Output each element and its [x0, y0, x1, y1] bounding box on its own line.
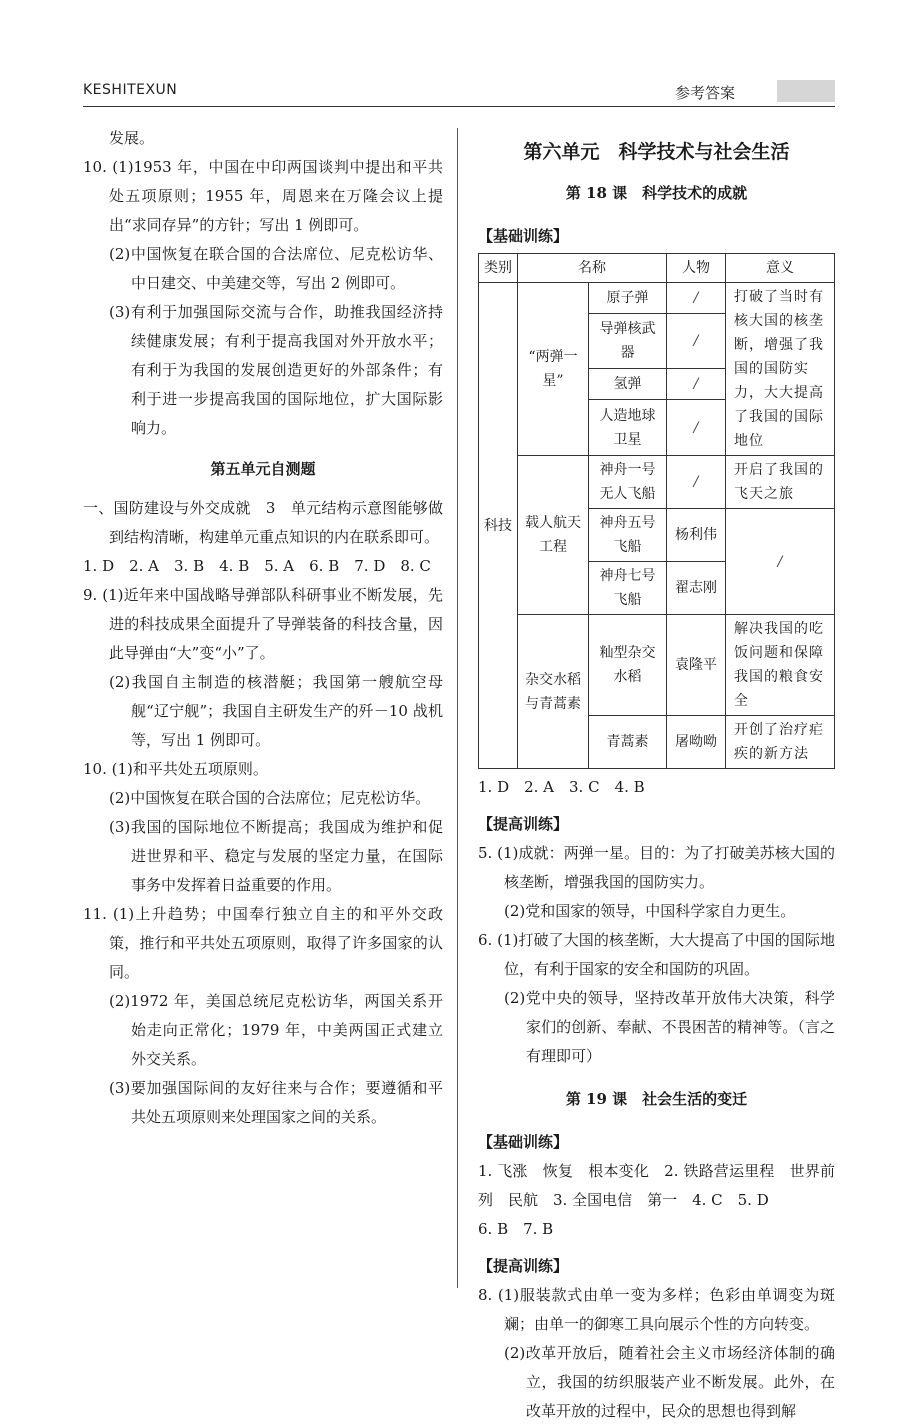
person-cell: /: [667, 456, 726, 509]
answer-line: 9. (1)近年来中国战略导弹部队科研事业不断发展，先进的科技成果全面提升了导弹装备的科技含量，因此导弹由“大”变“小”了。: [83, 586, 443, 662]
brand-text: KESHITEXUN: [83, 82, 178, 98]
person-cell: /: [667, 400, 726, 456]
left-answers-part-b: [83, 494, 443, 1132]
improve-training-label: 【提高训练】: [478, 815, 569, 833]
meaning-cell: 开启了我国的飞天之旅: [726, 456, 835, 509]
answer-line: 一、国防建设与外交成就 3 单元结构示意图能够做到结构清晰，构建单元重点知识的内在联系即可。: [83, 499, 443, 546]
name-cell: 导弹核武器: [589, 313, 667, 369]
answer-line: 10. (1)和平共处五项原则。: [83, 760, 268, 778]
meaning-cell: /: [726, 509, 835, 615]
lesson18-title: 第 18 课 科学技术的成就: [565, 184, 748, 202]
person-cell: /: [667, 369, 726, 400]
column-divider: [457, 128, 458, 1288]
person-cell: /: [667, 313, 726, 369]
answer-line: (2)1972 年，美国总统尼克松访华，两国关系开始走向正常化；1979 年，中美两国正式建立外交关系。: [109, 992, 443, 1068]
answer-line: (3)我国的国际地位不断提高；我国成为维护和促进世界和平、稳定与发展的坚定力量，在国际事务中发挥着日益重要的作用。: [109, 818, 443, 894]
name-cell: 青蒿素: [589, 716, 667, 769]
person-cell: 翟志刚: [667, 562, 726, 615]
name-cell: 籼型杂交水稻: [589, 615, 667, 716]
answer-line: (2)中国恢复在联合国的合法席位；尼克松访华。: [109, 789, 431, 807]
table-header: 人物: [667, 254, 726, 283]
answer-line: 1. 飞涨 恢复 根本变化 2. 铁路营运里程 世界前列 民航 3. 全国电信 第一 4. C 5. D: [478, 1162, 835, 1209]
answer-line: 6. (1)打破了大国的核垄断，大大提高了中国的国际地位，有利于国家的安全和国防的巩固。: [478, 931, 835, 978]
group-cell: “两弹一星”: [518, 283, 589, 456]
improve-training-label: 【提高训练】: [478, 1257, 569, 1275]
table-row: [479, 283, 835, 314]
table-header: 名称: [518, 254, 667, 283]
answer-line: 8. (1)服装款式由单一变为多样；色彩由单调变为斑斓；由单一的御寒工具向展示个性的方向转变。: [478, 1286, 835, 1333]
basic-training-label: 【基础训练】: [478, 227, 569, 245]
meaning-cell: 开创了治疗疟疾的新方法: [726, 716, 835, 769]
person-cell: /: [667, 283, 726, 314]
lesson18-basic-answers: 1. D 2. A 3. C 4. B: [478, 778, 645, 796]
answer-line: (2)党和国家的领导，中国科学家自力更生。: [504, 902, 796, 920]
person-cell: 屠呦呦: [667, 716, 726, 769]
table-header: 意义: [726, 254, 835, 283]
page-header: [83, 78, 835, 110]
answer-line: (3)有利于加强国际交流与合作，助推我国经济持续健康发展；有利于提高我国对外开放水平；有利于为我国的发展创造更好的外部条件；有利于进一步提高我国的国际地位，扩大国际影响力。: [109, 303, 443, 437]
table-row: [479, 615, 835, 716]
table-header: 类别: [479, 254, 518, 283]
name-cell: 人造地球卫星: [589, 400, 667, 456]
category-cell: 科技: [479, 283, 518, 769]
answer-line: 5. (1)成就：两弹一星。目的：为了打破美苏核大国的核垄断，增强我国的国防实力。: [478, 844, 835, 891]
basic-training-label: 【基础训练】: [478, 1133, 569, 1151]
answer-line: 10. (1)1953 年，中国在中印两国谈判中提出和平共处五项原则；1955 年，周恩来在万隆会议上提出“求同存异”的方针；写出 1 例即可。: [83, 158, 443, 234]
name-cell: 神舟一号无人飞船: [589, 456, 667, 509]
answer-line: (2)中国恢复在联合国的合法席位、尼克松访华、中日建交、中美建交等，写出 2 例即可。: [109, 245, 443, 292]
name-cell: 氢弹: [589, 369, 667, 400]
answer-line: (2)我国自主制造的核潜艇；我国第一艘航空母舰“辽宁舰”；我国自主研发生产的歼－10 战机等，写出 1 例即可。: [109, 673, 443, 749]
lesson18-improve-answers: [478, 839, 835, 1071]
achievement-table: [478, 253, 835, 769]
answer-line: (3)要加强国际间的友好往来与合作；要遵循和平共处五项原则来处理国家之间的关系。: [109, 1079, 443, 1126]
answer-line: 6. B 7. B: [478, 1220, 554, 1238]
person-cell: 杨利伟: [667, 509, 726, 562]
table-row: [479, 456, 835, 509]
right-column: [478, 138, 835, 1426]
left-column: [83, 124, 443, 1132]
unit6-title: 第六单元 科学技术与社会生活: [523, 141, 790, 163]
name-cell: 神舟五号飞船: [589, 509, 667, 562]
answer-line: (2)改革开放后，随着社会主义市场经济体制的确立，我国的纺织服装产业不断发展。此外，在改革开放的过程中，民众的思想也得到解: [504, 1344, 835, 1420]
lesson19-basic-answers: [478, 1157, 835, 1244]
section-title: 参考答案: [674, 84, 735, 102]
header-decor-block: [777, 80, 835, 102]
lesson19-title: 第 19 课 社会生活的变迁: [565, 1090, 748, 1108]
answer-line: (2)党中央的领导，坚持改革开放伟大决策，科学家们的创新、奉献、不畏困苦的精神等。（言之有理即可）: [504, 989, 835, 1065]
table-header-row: [479, 254, 835, 283]
meaning-cell: 解决我国的吃饭问题和保障我国的粮食安全: [726, 615, 835, 716]
person-cell: 袁隆平: [667, 615, 726, 716]
group-cell: 杂交水稻与青蒿素: [518, 615, 589, 769]
lesson19-improve-answers: [478, 1281, 835, 1426]
name-cell: 原子弹: [589, 283, 667, 314]
header-rule: [83, 106, 835, 107]
unit5-test-title: 第五单元自测题: [210, 460, 316, 478]
group-cell: 载人航天工程: [518, 456, 589, 615]
name-cell: 神舟七号飞船: [589, 562, 667, 615]
answer-line: 11. (1)上升趋势；中国奉行独立自主的和平外交政策，推行和平共处五项原则，取得了许多国家的认同。: [83, 905, 443, 981]
answer-line: 发展。: [109, 129, 155, 147]
left-answers-part-a: [83, 124, 443, 443]
answer-line: 1. D 2. A 3. B 4. B 5. A 6. B 7. D 8. C: [83, 557, 431, 575]
meaning-cell: 打破了当时有核大国的核垄断，增强了我国的国防实力，大大提高了我国的国际地位: [726, 283, 835, 456]
